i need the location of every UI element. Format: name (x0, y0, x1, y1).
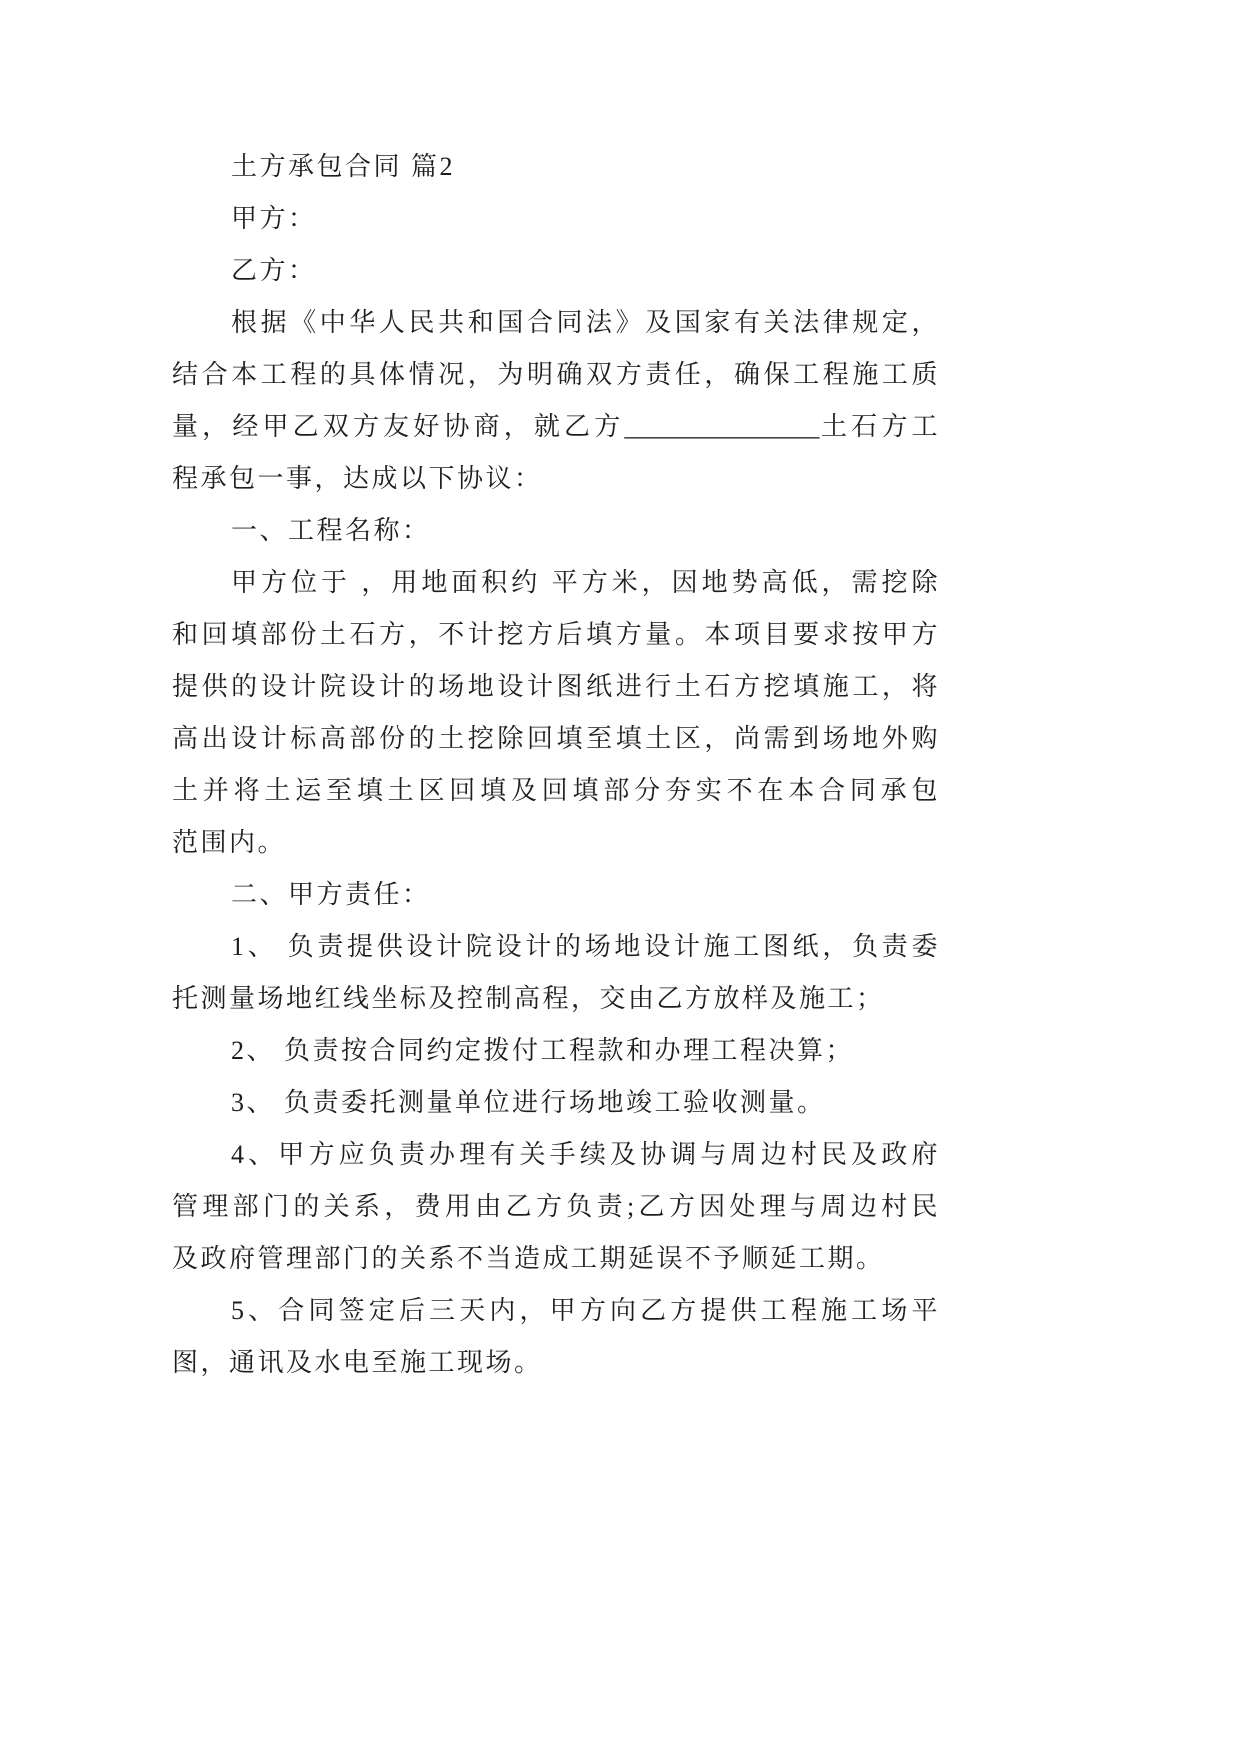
document-body (172, 141, 940, 1389)
section-heading-project-name: 一、工程名称： (231, 516, 431, 545)
project-description-paragraph (172, 557, 940, 869)
text-line: 托测量场地红线坐标及控制高程，交由乙方放样及施工； (172, 984, 885, 1013)
text-line: 及政府管理部门的关系不当造成工期延误不予顺延工期。 (172, 1244, 885, 1273)
text-line: 甲方位于 ，用地面积约 平方米，因地势高低，需挖除 (231, 568, 940, 597)
party-a-paragraph (172, 193, 940, 245)
party-a-label: 甲方： (231, 204, 317, 233)
fill-in-blank: _______________ (624, 412, 820, 441)
text-line: 5、合同签定后三天内，甲方向乙方提供工程施工场平 (231, 1296, 940, 1325)
text-line: 高出设计标高部份的土挖除回填至填土区，尚需到场地外购 (172, 724, 940, 753)
section-heading-paragraph (172, 869, 940, 921)
text-line: 根据《中华人民共和国合同法》及国家有关法律规定， (231, 308, 940, 337)
text-line: 3、 负责委托测量单位进行场地竣工验收测量。 (231, 1088, 826, 1117)
duty-item-2 (172, 1025, 940, 1077)
text-segment: 量，经甲乙双方友好协商，就乙方 (172, 412, 625, 441)
duty-item-4 (172, 1129, 940, 1285)
party-b-paragraph (172, 245, 940, 297)
text-line: 范围内。 (172, 828, 287, 857)
text-line: 提供的设计院设计的场地设计图纸进行土石方挖填施工，将 (172, 672, 940, 701)
document-title: 土方承包合同 篇2 (231, 152, 456, 181)
text-line: 程承包一事，达成以下协议： (172, 464, 543, 493)
text-line: 2、 负责按合同约定拨付工程款和办理工程决算； (231, 1036, 855, 1065)
text-line: 管理部门的关系，费用由乙方负责;乙方因处理与周边村民 (172, 1192, 940, 1221)
preamble-paragraph (172, 297, 940, 505)
text-segment: 土石方工 (819, 412, 940, 441)
text-line: 和回填部份土石方，不计挖方后填方量。本项目要求按甲方 (172, 620, 940, 649)
text-line: 1、 负责提供设计院设计的场地设计施工图纸，负责委 (231, 932, 940, 961)
duty-item-5 (172, 1285, 940, 1389)
document-title-paragraph (172, 141, 940, 193)
section-heading-party-a-duties: 二、甲方责任： (231, 880, 431, 909)
text-line: 结合本工程的具体情况，为明确双方责任，确保工程施工质 (172, 360, 940, 389)
duty-item-3 (172, 1077, 940, 1129)
text-line: 图，通讯及水电至施工现场。 (172, 1348, 543, 1377)
duty-item-1 (172, 921, 940, 1025)
party-b-label: 乙方： (231, 256, 317, 285)
text-line: 4、甲方应负责办理有关手续及协调与周边村民及政府 (231, 1140, 940, 1169)
text-line (172, 401, 940, 453)
text-line: 土并将土运至填土区回填及回填部分夯实不在本合同承包 (172, 776, 940, 805)
section-heading-paragraph (172, 505, 940, 557)
